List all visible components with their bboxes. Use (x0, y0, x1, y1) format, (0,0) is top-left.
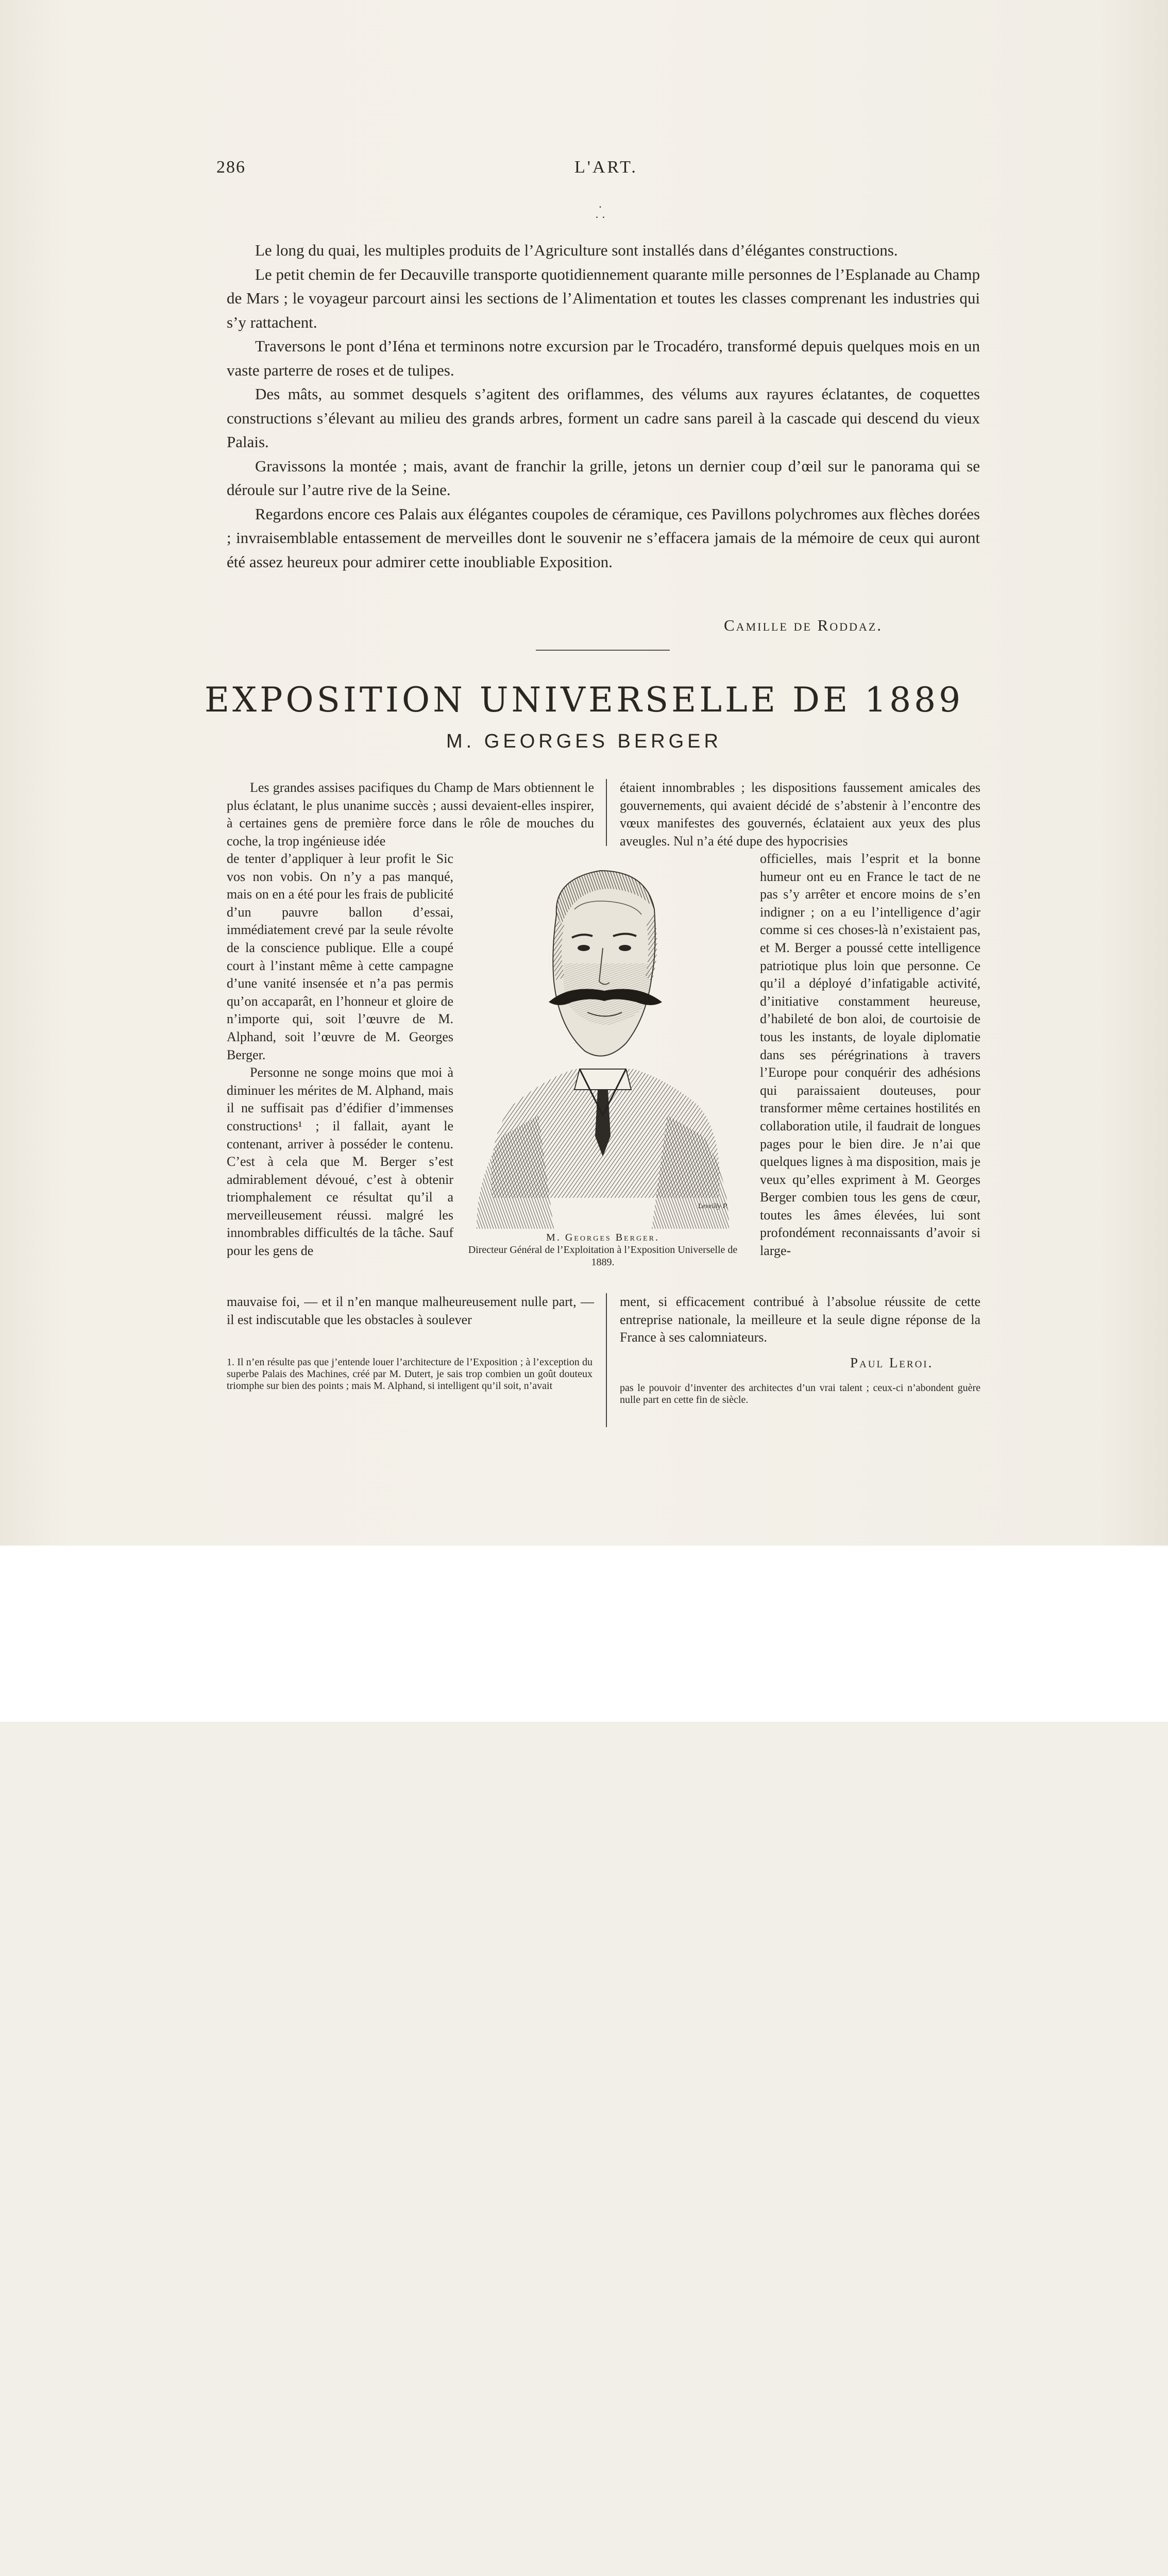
right-column-top (620, 779, 980, 850)
paragraph: mauvaise foi, — et il n’en manque malheureusement nulle part, — il est indiscutable que les obstacles à soulever (227, 1294, 594, 1327)
right-column-bottom (620, 1293, 980, 1347)
article-title: EXPOSITION UNIVERSELLE DE 1889 (204, 680, 964, 720)
left-column-narrow (227, 850, 453, 1260)
footnote-left (227, 1357, 593, 1392)
article-subtitle: M. GEORGES BERGER (446, 731, 722, 752)
ornament-dots: · · · (595, 200, 606, 224)
column-rule (606, 1293, 607, 1427)
paragraph: Les grandes assises pacifiques du Champ de Mars obtiennent le plus éclatant, le plus unanime succès ; aussi devaient-elles inspirer, à certaines gens de première force dans le rôle de mouches du coche, la trop ingénieuse idée (227, 780, 594, 849)
paragraph: Regardons encore ces Palais aux élégantes coupoles de céramique, ces Pavillons polychromes aux flèches dorées ; invraisemblable entassement de merveilles dont le souvenir ne s’effacera jamais de la mémoire de ceux qui auront été assez heureux pour admirer cette inoubliable Exposition. (227, 504, 980, 571)
paragraph: Le long du quai, les multiples produits de l’Agriculture sont installés dans d’élégantes constructions. (255, 241, 898, 259)
paragraph: de tenter d’appliquer à leur profit le Sic vos non vobis. On n’y a pas manqué, mais on en a été pour les frais de publicité d’un pauvre ballon d’essai, immédiatement crevé par la seule révolte de la conscience publique. Elle a coupé court à l’instant même à cette campagne d’une vanité insensée et n’a pas permis qu’on accaparât, en l’honneur et gloire de n’importe qui, soit l’œuvre de M. Alphand, soit l’œuvre de M. Georges Berger. (227, 851, 453, 1062)
section-divider (536, 650, 670, 651)
paragraph: officielles, mais l’esprit et la bonne humeur ont eu en France le tact de ne pas s’y arrêter et encore moins de s’en indigner ; on a eu l’intelligence d’agir comme si ces choses-là n’existaient pas, et M. Berger a poussé cette intelligence patriotique plus loin que personne. Ce qu’il a déployé d’infatigable activité, d’initiative constamment heureuse, d’habileté de bon aloi, de courtoisie de tous les instants, de loyale diplomatie dans ses pérégrinations à travers l’Europe pour conquérir des adhésions qui paraissaient douteuses, pour transformer même certaines hostilités en collaboration utile, il faudrait de longues pages pour le bien dire. Je n’ai que quelques lignes à ma disposition, mais je veux qu’elles expriment à M. Georges Berger combien tous les gens de cœur, toutes les âmes élevées, lui sont profondément reconnaissants d’avoir si large- (760, 851, 980, 1259)
left-column-bottom (227, 1293, 594, 1329)
author-signature: Camille de Roddaz. (724, 616, 883, 634)
column-rule (606, 779, 607, 846)
paragraph: Personne ne songe moins que moi à diminuer les mérites de M. Alphand, mais il ne suffisait pas d’édifier d’immenses constructions¹ ; il fallait, ayant le contenant, arriver à posséder le contenu. C’est à cela que M. Berger s’est admirablement dévoué, c’est à obtenir triomphalement ce résultat qu’il a merveilleusement réussi. malgré les innombrables difficultés de la tâche. Sauf pour les gens de (227, 1065, 453, 1259)
paragraph: Des mâts, au sommet desquels s’agitent des oriflammes, des vélums aux rayures éclatantes, de coquettes constructions s’élevant au milieu des grands arbres, forment un cadre sans pareil à la cascade qui descend du vieux Palais. (227, 385, 980, 451)
running-title: L'ART. (574, 158, 638, 177)
right-column-narrow (760, 850, 980, 1260)
left-column-top (227, 779, 594, 850)
caption-role: Directeur Général de l’Exploitation à l’Exposition Universelle de 1889. (468, 1244, 738, 1268)
footnote-text: 1. Il n’en résulte pas que j’entende louer l’architecture de l’Exposition ; à l’exception du superbe Palais des Machines, créé par M. Dutert, je sais trop combien un goût douteux triomphe sur bien des points ; mais M. Alphand, si intelligent qu’il soit, n’avait (227, 1357, 593, 1392)
page-number: 286 (216, 158, 246, 177)
paragraph: Gravissons la montée ; mais, avant de franchir la grille, jetons un dernier coup d’œil sur le panorama qui se déroule sur l’autre rive de la Seine. (227, 456, 980, 499)
intro-text (227, 239, 980, 574)
caption-name: M. Georges Berger. (546, 1232, 659, 1243)
paragraph: Traversons le pont d’Iéna et terminons notre excursion par le Trocadéro, transformé depuis quelques mois en un vaste parterre de roses et de tulipes. (227, 337, 980, 379)
footnote-text: pas le pouvoir d’inventer des architectes d’un vrai talent ; ceux-ci n’abondent guère nulle part en cette fin de siècle. (620, 1382, 980, 1405)
paragraph: étaient innombrables ; les dispositions faussement amicales des gouvernements, qui avaient décidé de s’abstenir à l’encontre des vœux manifestes des gouvernés, éclataient aux yeux des plus aveugles. Nul n’a été dupe des hypocrisies (620, 780, 980, 849)
footnote-right (620, 1382, 980, 1406)
portrait-caption (456, 1231, 750, 1268)
author-signature: Paul Leroi. (850, 1355, 934, 1370)
paragraph: Le petit chemin de fer Decauville transporte quotidiennement quarante mille personnes de l’Esplanade au Champ de Mars ; le voyageur parcourt ainsi les sections de l’Alimentation et toutes les classes comprenant les industries qui s’y rattachent. (227, 265, 980, 331)
engraver-signature: Leveilly P. (698, 1202, 729, 1210)
paragraph: ment, si efficacement contribué à l’absolue réussite de cette entreprise nationale, la meilleure et la seule digne réponse de la France à ses calomniateurs. (620, 1294, 980, 1345)
viewer-footer (0, 1546, 1168, 1722)
portrait-engraving (456, 848, 750, 1229)
